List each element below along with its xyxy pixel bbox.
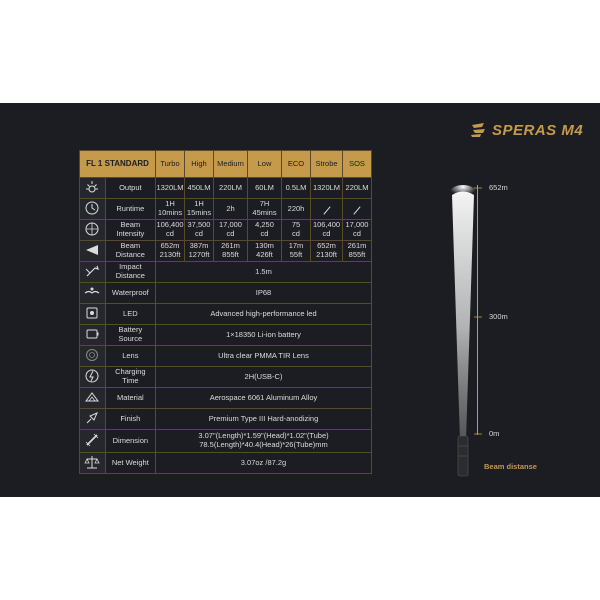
led-icon-cell: [80, 304, 106, 325]
tick-label-mid: 300m: [489, 312, 508, 321]
spec-value: Ultra clear PMMA TIR Lens: [156, 346, 372, 367]
table-cell: 106,400 cd: [156, 220, 185, 241]
brand-name: SPERAS M4: [492, 121, 584, 139]
row-label: Dimension: [105, 430, 155, 453]
header-sos: SOS: [343, 151, 372, 178]
speras-logo-icon: [470, 121, 488, 139]
finish-icon-cell: [80, 409, 106, 430]
table-cell: 652m 2130ft: [311, 241, 343, 262]
header-low: Low: [248, 151, 282, 178]
charging-icon: [84, 368, 100, 384]
table-cell: 1H 15mins: [185, 199, 214, 220]
scale-icon: [84, 454, 100, 470]
row-label: Impact Distance: [105, 262, 155, 283]
table-cell: 2h: [214, 199, 248, 220]
header-turbo: Turbo: [156, 151, 185, 178]
row-label: Charging Time: [105, 367, 155, 388]
tick-label-bottom: 0m: [489, 429, 500, 438]
target-icon-cell: [80, 220, 106, 241]
spec-value: 1.5m: [156, 262, 372, 283]
table-cell: 220LM: [214, 178, 248, 199]
table-row: [80, 178, 372, 199]
table-cell: 1320LM: [156, 178, 185, 199]
scale-ticks: [474, 183, 482, 439]
table-row: [80, 346, 372, 367]
flashlight-beam: [440, 170, 560, 480]
table-cell: 1320LM: [311, 178, 343, 199]
spec-value: 3.07oz /87.2g: [156, 453, 372, 474]
row-label: Output: [105, 178, 155, 199]
waterproof-icon-cell: [80, 283, 106, 304]
finish-icon: [84, 410, 100, 426]
spec-value: 1×18350 Li-ion battery: [156, 325, 372, 346]
header-medium: Medium: [214, 151, 248, 178]
not-applicable-mark: [353, 206, 360, 214]
table-header-row: [80, 151, 372, 178]
sun-icon: [84, 179, 100, 195]
spec-table: [79, 150, 372, 474]
table-row: [80, 453, 372, 474]
beam-icon: [84, 242, 100, 258]
impact-icon-cell: [80, 262, 106, 283]
table-cell: 17,000 cd: [214, 220, 248, 241]
dimension-icon-cell: [80, 430, 106, 453]
table-cell: 106,400 cd: [311, 220, 343, 241]
scale-icon-cell: [80, 453, 106, 474]
beam-icon-cell: [80, 241, 106, 262]
spec-value: 2H(USB-C): [156, 367, 372, 388]
lens-icon-cell: [80, 346, 106, 367]
table-cell: 0.5LM: [282, 178, 311, 199]
row-label: Runtime: [105, 199, 155, 220]
row-label: Material: [105, 388, 155, 409]
header-strobe: Strobe: [311, 151, 343, 178]
not-applicable-mark: [323, 206, 330, 214]
battery-icon: [84, 326, 100, 342]
clock-icon: [84, 200, 100, 216]
row-label: Net Weight: [105, 453, 155, 474]
led-icon: [84, 305, 100, 321]
material-icon: [84, 389, 100, 405]
table-row: [80, 388, 372, 409]
spec-value: Premium Type III Hard-anodizing: [156, 409, 372, 430]
table-cell: 60LM: [248, 178, 282, 199]
tick-label-top: 652m: [489, 183, 508, 192]
charging-icon-cell: [80, 367, 106, 388]
table-cell: 261m 855ft: [343, 241, 372, 262]
table-cell: [311, 199, 343, 220]
table-cell: 261m 855ft: [214, 241, 248, 262]
row-label: Lens: [105, 346, 155, 367]
table-row: [80, 262, 372, 283]
table-row: [80, 409, 372, 430]
brand-logo: [470, 120, 583, 140]
row-label: Waterproof: [105, 283, 155, 304]
table-row: [80, 220, 372, 241]
table-cell: 387m 1270ft: [185, 241, 214, 262]
spec-value: IP68: [156, 283, 372, 304]
row-label: Battery Source: [105, 325, 155, 346]
spec-value: 3.07"(Length)*1.59"(Head)*1.02"(Tube) 78.5(Length)*40.4(Head)*26(Tube)mm: [156, 430, 372, 453]
table-cell: 1H 10mins: [156, 199, 185, 220]
beam-flare: [449, 185, 477, 203]
table-cell: 7H 45mins: [248, 199, 282, 220]
target-icon: [84, 221, 100, 237]
lens-icon: [84, 347, 100, 363]
row-label: Finish: [105, 409, 155, 430]
row-label: Beam Intensity: [105, 220, 155, 241]
table-cell: 220h: [282, 199, 311, 220]
table-cell: [343, 199, 372, 220]
dimension-icon: [84, 432, 100, 448]
table-row: [80, 304, 372, 325]
light-beam: [452, 192, 474, 441]
material-icon-cell: [80, 388, 106, 409]
table-cell: 652m 2130ft: [156, 241, 185, 262]
table-cell: 75 cd: [282, 220, 311, 241]
table-row: [80, 241, 372, 262]
table-row: [80, 367, 372, 388]
table-row: [80, 199, 372, 220]
table-cell: 17,000 cd: [343, 220, 372, 241]
table-row: [80, 283, 372, 304]
table-row: [80, 325, 372, 346]
spec-value: Aerospace 6061 Aluminum Alloy: [156, 388, 372, 409]
clock-icon-cell: [80, 199, 106, 220]
header-standard: FL 1 STANDARD: [80, 151, 156, 178]
battery-icon-cell: [80, 325, 106, 346]
sun-icon-cell: [80, 178, 106, 199]
table-cell: 37,500 cd: [185, 220, 214, 241]
beam-illustration: [440, 170, 560, 480]
header-eco: ECO: [282, 151, 311, 178]
header-high: High: [185, 151, 214, 178]
row-label: LED: [105, 304, 155, 325]
table-cell: 450LM: [185, 178, 214, 199]
beam-caption: Beam distanse: [484, 462, 537, 471]
spec-value: Advanced high-performance led: [156, 304, 372, 325]
waterproof-icon: [84, 284, 100, 300]
table-row: [80, 430, 372, 453]
table-cell: 17m 55ft: [282, 241, 311, 262]
table-cell: 130m 426ft: [248, 241, 282, 262]
impact-icon: [84, 263, 100, 279]
row-label: Beam Distance: [105, 241, 155, 262]
table-cell: 4,250 cd: [248, 220, 282, 241]
table-cell: 220LM: [343, 178, 372, 199]
